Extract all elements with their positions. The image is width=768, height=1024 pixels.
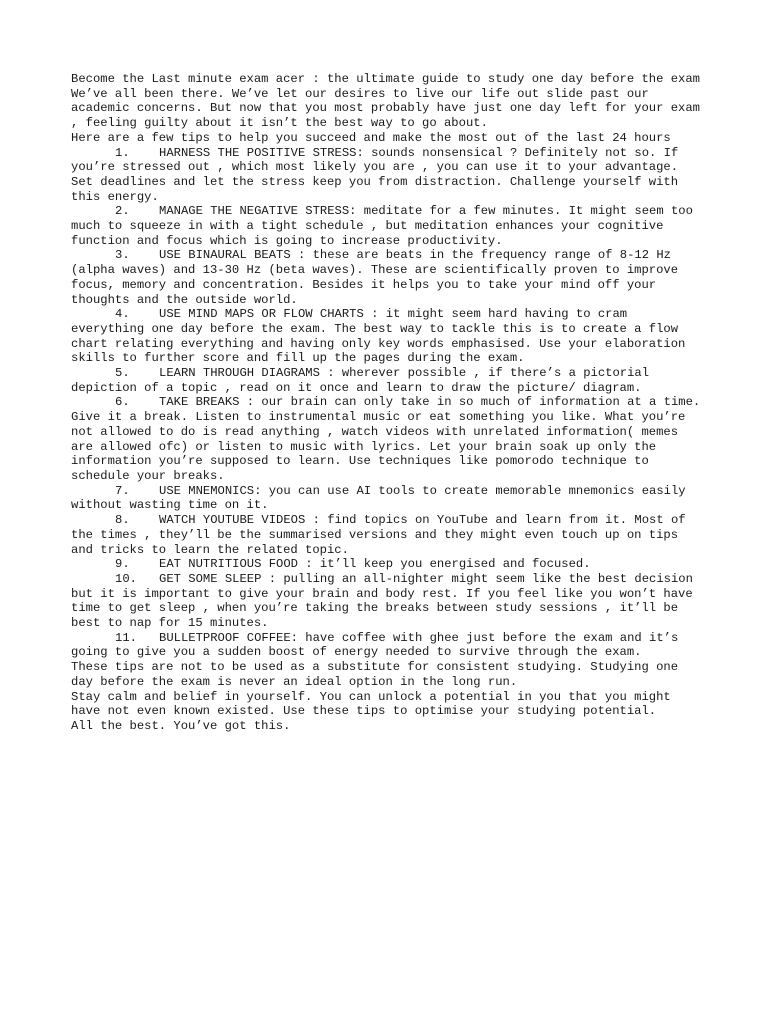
tip-number: 4.: [115, 307, 130, 322]
lead-in-paragraph: Here are a few tips to help you succeed and make the most out of the last 24 hours: [71, 130, 671, 145]
tip-item-8: [71, 513, 701, 557]
tip-number: 6.: [115, 395, 130, 410]
tip-number: 10.: [115, 571, 137, 586]
tip-item-3: [71, 248, 701, 307]
tip-text: USE MNEMONICS: you can use AI tools to create memorable mnemonics easily without wasting time on it.: [71, 483, 686, 513]
tip-text: LEARN THROUGH DIAGRAMS : wherever possible , if there’s a pictorial depiction of a topic , read on it once and learn to draw the picture/ diagram.: [71, 366, 650, 395]
intro-paragraph: We’ve all been there. We’ve let our desires to live our life out slide past our academic concerns. But now that you most probably have just one day left for your exam , feeling guilty about it isn’t the best way to go about.: [71, 86, 700, 131]
tip-number: 8.: [115, 513, 130, 528]
tip-number: 2.: [115, 204, 130, 219]
tip-item-9: [71, 557, 701, 572]
tip-text: USE BINAURAL BEATS : these are beats in the frequency range of 8-12 Hz (alpha waves) and 13-30 Hz (beta waves). These are scientifically proven to improve focus, memory and concentration. Besides it helps you to take your mind off your thoughts and the outside world.: [71, 248, 679, 307]
tip-text: TAKE BREAKS : our brain can only take in so much of information at a time. Give it a break. Listen to instrumental music or eat something you like. What you’re not allowed to do is read anything , watch videos with unrelated information( memes are allowed ofc) or listen to music with lyrics. Let your brain soak up only the information you’re supposed to learn. Use techniques like pomorodo technique to schedule your breaks.: [71, 395, 701, 483]
closing-paragraph: Stay calm and belief in yourself. You can unlock a potential in you that you might have not even known existed. Use these tips to optimise your studying potential.: [71, 689, 671, 719]
tip-number: 11.: [115, 630, 137, 645]
tip-text: WATCH YOUTUBE VIDEOS : find topics on YouTube and learn from it. Most of the times , they’ll be the summarised versions and they might even touch up on tips and tricks to learn the related topic.: [71, 513, 686, 557]
tip-text: GET SOME SLEEP : pulling an all-nighter might seem like the best decision but it is important to give your brain and body rest. If you feel like you won’t have time to get sleep , when you’re taking the breaks between study sessions , it’ll be best to nap for 15 minutes.: [71, 571, 693, 631]
tip-number: 3.: [115, 248, 130, 263]
tip-item-6: [71, 395, 701, 483]
tip-number: 1.: [115, 145, 130, 160]
tip-number: 5.: [115, 366, 130, 381]
document-page: [71, 72, 701, 734]
tip-text: USE MIND MAPS OR FLOW CHARTS : it might seem hard having to cram everything one day before the exam. The best way to tackle this is to create a flow chart relating everything and having only key words emphasised. Use your elaboration skills to further score and fill up the pages during the exam.: [71, 307, 686, 366]
tip-item-2: [71, 204, 701, 248]
tip-text: HARNESS THE POSITIVE STRESS: sounds nonsensical ? Definitely not so. If you’re stressed out , which most likely you are , you can use it to your advantage. Set deadlines and let the stress keep you from distraction. Challenge yourself with this energy.: [71, 145, 679, 204]
tip-number: 9.: [115, 557, 130, 572]
tip-item-7: [71, 484, 701, 513]
tip-item-4: [71, 307, 701, 366]
disclaimer-paragraph: These tips are not to be used as a substitute for consistent studying. Studying one day before the exam is never an ideal option in the long run.: [71, 660, 679, 689]
tip-item-11: [71, 631, 701, 660]
tip-text: MANAGE THE NEGATIVE STRESS: meditate for a few minutes. It might seem too much to squeeze in with a tight schedule , but meditation enhances your cognitive function and focus which is going to increase productivity.: [71, 204, 693, 248]
tip-text: EAT NUTRITIOUS FOOD : it’ll keep you energised and focused.: [159, 557, 591, 572]
tip-number: 7.: [115, 483, 130, 498]
tip-item-10: [71, 572, 701, 631]
tip-item-5: [71, 366, 701, 395]
document-title: Become the Last minute exam acer : the ultimate guide to study one day before the exam: [71, 72, 700, 86]
tip-item-1: [71, 146, 701, 205]
tips-list: [71, 146, 701, 661]
tip-text: BULLETPROOF COFFEE: have coffee with ghee just before the exam and it’s going to give you a sudden boost of energy needed to survive through the exam.: [71, 630, 679, 660]
signoff-line: All the best. You’ve got this.: [71, 718, 291, 733]
